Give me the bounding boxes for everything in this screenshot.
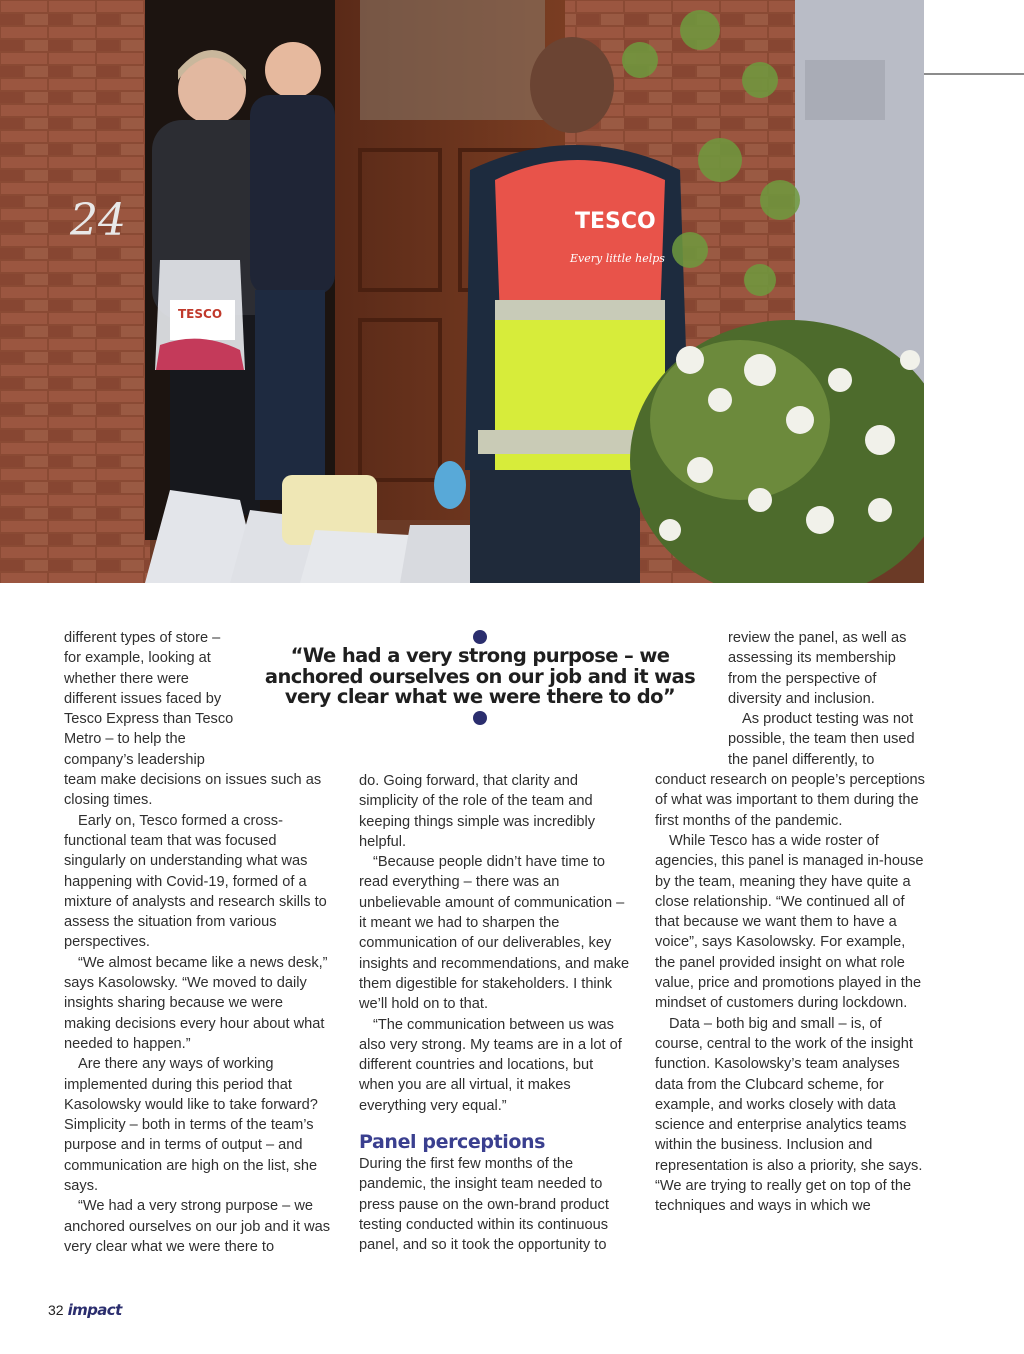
delivery-scene-illustration [0, 0, 924, 583]
paragraph: Data – both big and small – is, of course, central to the work of the insight function. Kasolowsky’s team analyses data from the Clubcard scheme, for example, and works closely with data science and enterprise analytics teams within the business. Inclusion and representation is also a priority, she says. “We are trying to really get on top of the techniques and ways in which we [655, 1015, 923, 1215]
column-1 [64, 628, 334, 1257]
text-line: Metro – to help the [64, 731, 186, 748]
paragraph: do. Going forward, that clarity and simplicity of the role of the team and keeping things simple was incredibly helpful. [359, 773, 596, 850]
text-line: diversity and inclusion. [728, 690, 875, 707]
paragraph: team make decisions on issues such as closing times. [64, 772, 322, 809]
text-line: assessing its membership [728, 650, 896, 667]
text-line: for example, looking at [64, 650, 211, 667]
text-line: different types of store – [64, 630, 221, 646]
paragraph: During the first few months of the pandemic, the insight team needed to press pause on the own-brand product testing conducted within its continuous panel, and so it took the opportunity to [359, 1156, 609, 1254]
text-line: whether there were [64, 670, 189, 687]
column-2 [359, 771, 631, 1256]
text-line: As product testing was not [742, 711, 914, 728]
paragraph: “We had a very strong purpose – we anchored ourselves on our job and it was very clear what we were there to [64, 1198, 331, 1255]
paragraph: conduct research on people’s perceptions of what was important to them during the first months of the pandemic. [655, 772, 925, 829]
section-heading: Panel perceptions [359, 1131, 546, 1154]
house-number: 24 [70, 195, 126, 246]
page-number: 32 [48, 1302, 64, 1318]
page-footer [48, 1301, 122, 1319]
paragraph: Early on, Tesco formed a cross-functional team that was focused singularly on understanding what was happening with Covid-19, formed of a mixture of analysts and research skills to assess the situation from various perspectives. [64, 812, 327, 951]
paragraph: “The communication between us was also very strong. My teams are in a lot of different countries and locations, but when you are all virtual, it makes everything very equal.” [359, 1016, 622, 1114]
paragraph: While Tesco has a wide roster of agencies, this panel is managed in-house by the team, meaning they have quite a close relationship. “We continued all of that because we want them to have a voice”, says Kasolowsky. For example, the panel provided insight on what role value, price and promotions played in the mindset of customers during lockdown. [655, 832, 924, 1012]
header-rule [924, 73, 1024, 75]
bag-logo: TESCO [178, 307, 223, 321]
text-line: possible, the team then used [728, 731, 915, 748]
narrow-block [655, 628, 925, 770]
pull-quote: “We had a very strong purpose – we anchored ourselves on our job and it was very clear what we were there to do” [264, 644, 696, 708]
text-line: different issues faced by [64, 690, 222, 707]
paragraph: “Because people didn’t have time to read everything – there was an unbelievable amount of communication – it meant we had to sharpen the communication of our deliverables, key insights and recommendations, and make them digestible for stakeholders. I think we’ll hold on to that. [359, 854, 630, 1013]
text-line: company’s leadership [64, 751, 205, 768]
text-line: review the panel, as well as [728, 630, 907, 646]
hero-photo [0, 0, 924, 583]
magazine-logo: impact [67, 1301, 122, 1319]
vest-tagline: Every little helps [570, 252, 665, 265]
quote-dot-bottom [473, 711, 487, 725]
vest-logo: TESCO [575, 209, 656, 234]
quote-dot-top [473, 630, 487, 644]
paragraph: “We almost became like a news desk,” says Kasolowsky. “We moved to daily insights sharing because we were making decisions every hour about what needed to happen.” [64, 954, 328, 1052]
text-line: the panel differently, to [728, 751, 875, 768]
column-3 [655, 628, 925, 1217]
text-line: Tesco Express than Tesco [64, 711, 234, 728]
text-line: from the perspective of [728, 670, 877, 687]
paragraph: Are there any ways of working implemented during this period that Kasolowsky would like to take forward? Simplicity – both in terms of the team’s purpose and in terms of output – and communication are high on the list, she says. [64, 1056, 318, 1195]
